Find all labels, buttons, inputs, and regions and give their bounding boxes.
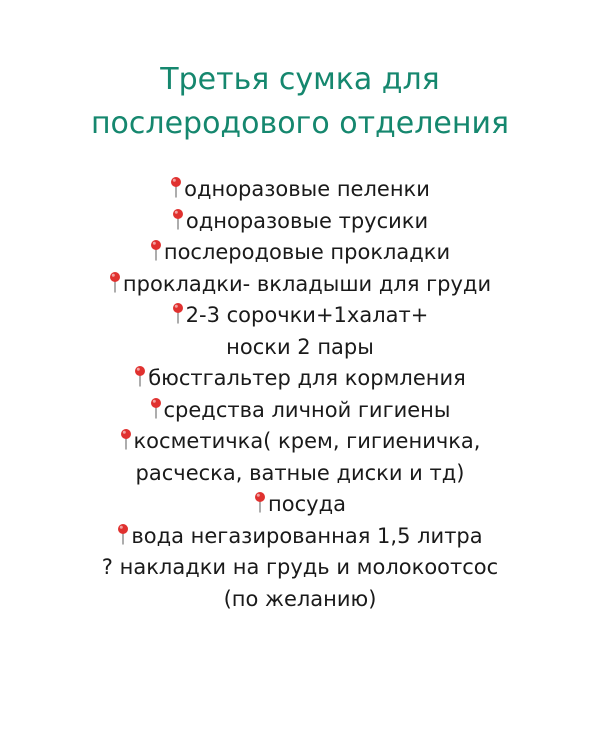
title-line-1: Третья сумка для	[160, 62, 440, 98]
list-item-text: косметичка( крем, гигиеничка,	[133, 429, 481, 453]
list-item	[0, 489, 600, 521]
list-item	[0, 395, 600, 427]
list-item-text: вода негазированная 1,5 литра	[131, 523, 483, 548]
list-item-text: одноразовые пеленки	[184, 177, 430, 201]
pushpin-icon	[150, 397, 162, 419]
pushpin-icon	[117, 523, 129, 545]
list-item	[0, 206, 600, 238]
list-item	[0, 552, 600, 584]
list-item-text: (по желанию)	[223, 586, 377, 611]
pushpin-icon	[150, 239, 162, 261]
list-item-continuation	[0, 584, 600, 616]
pushpin-icon	[109, 271, 121, 293]
list-item-text: носки 2 пары	[226, 334, 374, 359]
checklist	[0, 174, 600, 615]
list-item-continuation	[0, 332, 600, 364]
page-title	[0, 58, 600, 146]
list-item-text: ? накладки на грудь и молокоотсос	[101, 555, 499, 579]
list-item-text: средства личной гигиены	[163, 397, 451, 422]
list-item-text: послеродовые прокладки	[163, 240, 451, 264]
list-item-text: 2-3 сорочки+1халат+	[185, 303, 429, 327]
list-item-text: посуда	[268, 492, 346, 516]
list-item	[0, 426, 600, 458]
pushpin-icon	[134, 365, 146, 387]
list-item	[0, 363, 600, 395]
pushpin-icon	[172, 208, 184, 230]
pushpin-icon	[120, 428, 132, 450]
pushpin-icon	[170, 176, 182, 198]
list-item-continuation	[0, 458, 600, 490]
list-item-text: бюстгальтер для кормления	[148, 366, 466, 390]
title-line-2: послеродового отделения	[90, 106, 510, 142]
list-item	[0, 269, 600, 301]
list-item	[0, 237, 600, 269]
list-item	[0, 174, 600, 206]
pushpin-icon	[172, 302, 184, 324]
list-item-text: расческа, ватные диски и тд)	[135, 460, 465, 485]
list-item	[0, 300, 600, 332]
list-item	[0, 521, 600, 553]
list-item-text: прокладки- вкладыши для груди	[122, 271, 492, 296]
pushpin-icon	[254, 491, 266, 513]
list-item-text: одноразовые трусики	[185, 208, 429, 233]
